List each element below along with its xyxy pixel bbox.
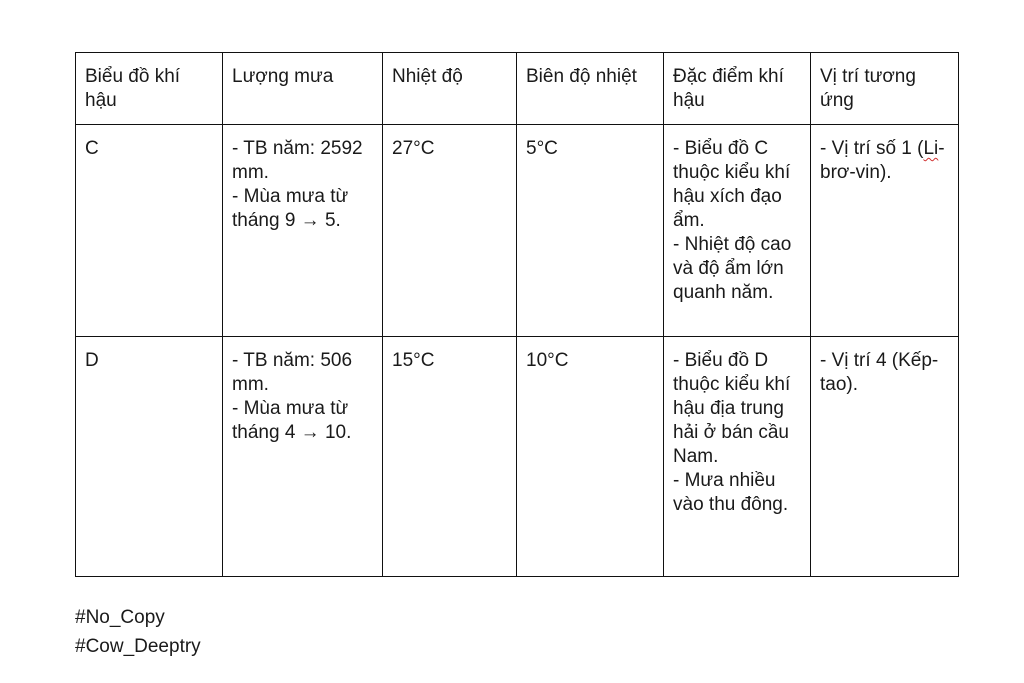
location-text-prefix: - Vị trí số 1 ( — [820, 138, 924, 159]
table-row — [76, 337, 959, 577]
location-text-suffix: -brơ-vin). — [820, 138, 945, 183]
cell-chart: C — [76, 125, 223, 337]
cell-temp-range: 10°C — [517, 337, 664, 577]
cell-climate-features: - Biểu đồ D thuộc kiểu khí hậu địa trung hải ở bán cầu Nam. - Mưa nhiều vào thu đông. — [664, 337, 811, 577]
table-row — [76, 125, 959, 337]
header-rainfall: Lượng mưa — [223, 53, 383, 125]
table-header-row — [76, 53, 959, 125]
cell-temperature: 27°C — [383, 125, 517, 337]
hashtag-no-copy: #No_Copy — [75, 607, 165, 628]
spellcheck-underlined-word: Li — [923, 138, 939, 159]
cell-location: - Vị trí 4 (Kếp-tao). — [811, 337, 959, 577]
hashtag-cow-deeptry: #Cow_Deeptry — [75, 636, 201, 657]
cell-rainfall: - TB năm: 506 mm. - Mùa mưa từ tháng 4 → 10. — [223, 337, 383, 577]
climate-comparison-table — [75, 52, 959, 577]
header-chart: Biểu đồ khí hậu — [76, 53, 223, 125]
cell-climate-features: - Biểu đồ C thuộc kiểu khí hậu xích đạo ẩm. - Nhiệt độ cao và độ ẩm lớn quanh năm. — [664, 125, 811, 337]
hashtag-list — [75, 603, 201, 661]
cell-temperature: 15°C — [383, 337, 517, 577]
cell-temp-range: 5°C — [517, 125, 664, 337]
cell-chart: D — [76, 337, 223, 577]
cell-location — [811, 125, 959, 337]
header-temp-range: Biên độ nhiệt — [517, 53, 664, 125]
header-temperature: Nhiệt độ — [383, 53, 517, 125]
header-location: Vị trí tương ứng — [811, 53, 959, 125]
cell-rainfall: - TB năm: 2592 mm. - Mùa mưa từ tháng 9 → 5. — [223, 125, 383, 337]
header-climate-features: Đặc điểm khí hậu — [664, 53, 811, 125]
